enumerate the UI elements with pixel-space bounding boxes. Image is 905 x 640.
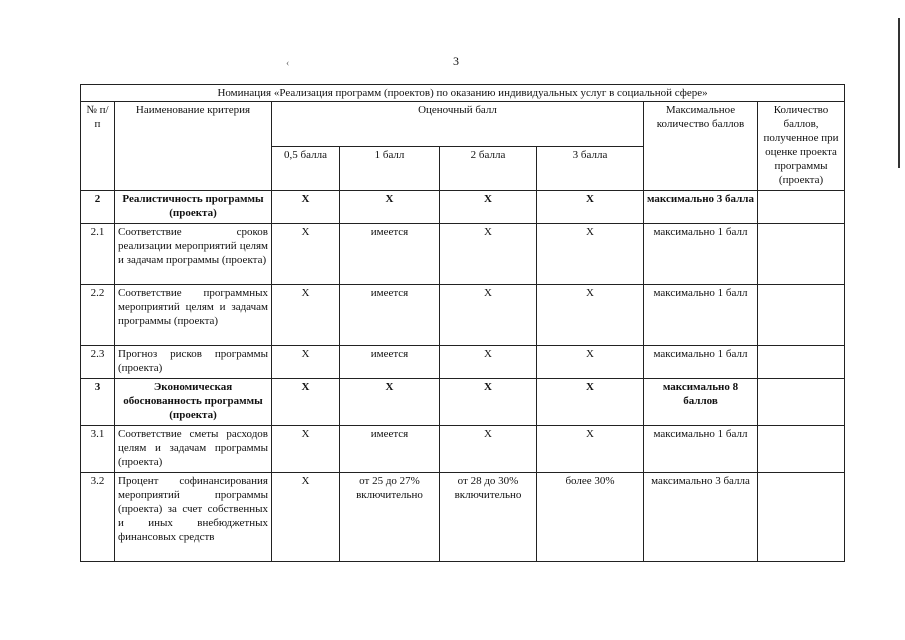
row-max: максимально 1 балл xyxy=(644,224,758,285)
row-score-3: X xyxy=(537,191,644,224)
row-num: 2.1 xyxy=(81,224,115,285)
row-num: 3.1 xyxy=(81,426,115,473)
scan-edge-line xyxy=(898,18,900,168)
row-score-05: X xyxy=(272,379,340,426)
row-max: максимально 3 балла xyxy=(644,473,758,562)
table-row xyxy=(81,191,845,224)
header-score-3: 3 балла xyxy=(537,146,644,191)
row-score-1: от 25 до 27% включительно xyxy=(340,473,440,562)
row-score-2: X xyxy=(440,379,537,426)
row-max: максимально 3 балла xyxy=(644,191,758,224)
row-num: 3 xyxy=(81,379,115,426)
row-score-1: имеется xyxy=(340,426,440,473)
row-criterion: Прогноз рисков программы (проекта) xyxy=(115,346,272,379)
row-score-3: X xyxy=(537,346,644,379)
row-score-05: X xyxy=(272,346,340,379)
row-received xyxy=(758,224,845,285)
row-received xyxy=(758,346,845,379)
row-score-2: X xyxy=(440,191,537,224)
header-score-05: 0,5 балла xyxy=(272,146,340,191)
row-score-3: X xyxy=(537,379,644,426)
row-score-3: X xyxy=(537,285,644,346)
row-score-05: X xyxy=(272,191,340,224)
row-criterion: Соответствие программных мероприятий целям и задачам программы (проекта) xyxy=(115,285,272,346)
row-score-3: X xyxy=(537,426,644,473)
row-score-2: X xyxy=(440,224,537,285)
row-max: максимально 1 балл xyxy=(644,285,758,346)
row-criterion: Экономическая обоснованность программы (проекта) xyxy=(115,379,272,426)
row-received xyxy=(758,285,845,346)
table-row xyxy=(81,285,845,346)
row-num: 2.3 xyxy=(81,346,115,379)
row-received xyxy=(758,379,845,426)
row-received xyxy=(758,473,845,562)
row-score-2: X xyxy=(440,426,537,473)
row-score-1: имеется xyxy=(340,346,440,379)
header-received: Количество баллов, полученное при оценке проекта программы (проекта) xyxy=(758,102,845,191)
page-number: 3 xyxy=(453,54,459,68)
header-score-group: Оценочный балл xyxy=(272,102,644,147)
header-criterion: Наименование критерия xyxy=(115,102,272,191)
row-criterion: Процент софинансирования мероприятий программы (проекта) за счет собственных и иных внебюджетных финансовых средств xyxy=(115,473,272,562)
row-score-05: X xyxy=(272,473,340,562)
row-score-1: имеется xyxy=(340,285,440,346)
table-row xyxy=(81,346,845,379)
row-score-2: X xyxy=(440,346,537,379)
row-score-3: X xyxy=(537,224,644,285)
table-row xyxy=(81,224,845,285)
row-num: 2 xyxy=(81,191,115,224)
row-score-05: X xyxy=(272,224,340,285)
row-num: 3.2 xyxy=(81,473,115,562)
row-max: максимально 8 баллов xyxy=(644,379,758,426)
header-score-2: 2 балла xyxy=(440,146,537,191)
row-score-1: X xyxy=(340,191,440,224)
criteria-table xyxy=(80,84,845,562)
nomination-row xyxy=(81,85,845,102)
row-received xyxy=(758,191,845,224)
row-criterion: Реалистичность программы (проекта) xyxy=(115,191,272,224)
nomination-title: Номинация «Реализация программ (проектов) по оказанию индивидуальных услуг в социальной сфере» xyxy=(81,85,845,102)
row-score-05: X xyxy=(272,426,340,473)
header-row xyxy=(81,102,845,147)
row-criterion: Соответствие сметы расходов целям и задачам программы (проекта) xyxy=(115,426,272,473)
header-max: Максимальное количество баллов xyxy=(644,102,758,191)
row-score-1: имеется xyxy=(340,224,440,285)
header-score-1: 1 балл xyxy=(340,146,440,191)
row-score-2: от 28 до 30% включительно xyxy=(440,473,537,562)
table-row xyxy=(81,426,845,473)
row-max: максимально 1 балл xyxy=(644,346,758,379)
row-criterion: Соответствие сроков реализации мероприятий целям и задачам программы (проекта) xyxy=(115,224,272,285)
table-row xyxy=(81,379,845,426)
row-score-2: X xyxy=(440,285,537,346)
row-max: максимально 1 балл xyxy=(644,426,758,473)
table-row xyxy=(81,473,845,562)
header-num: № п/п xyxy=(81,102,115,191)
row-score-1: X xyxy=(340,379,440,426)
row-score-05: X xyxy=(272,285,340,346)
scan-mark: ‹ xyxy=(286,58,290,69)
row-score-3: более 30% xyxy=(537,473,644,562)
row-num: 2.2 xyxy=(81,285,115,346)
row-received xyxy=(758,426,845,473)
